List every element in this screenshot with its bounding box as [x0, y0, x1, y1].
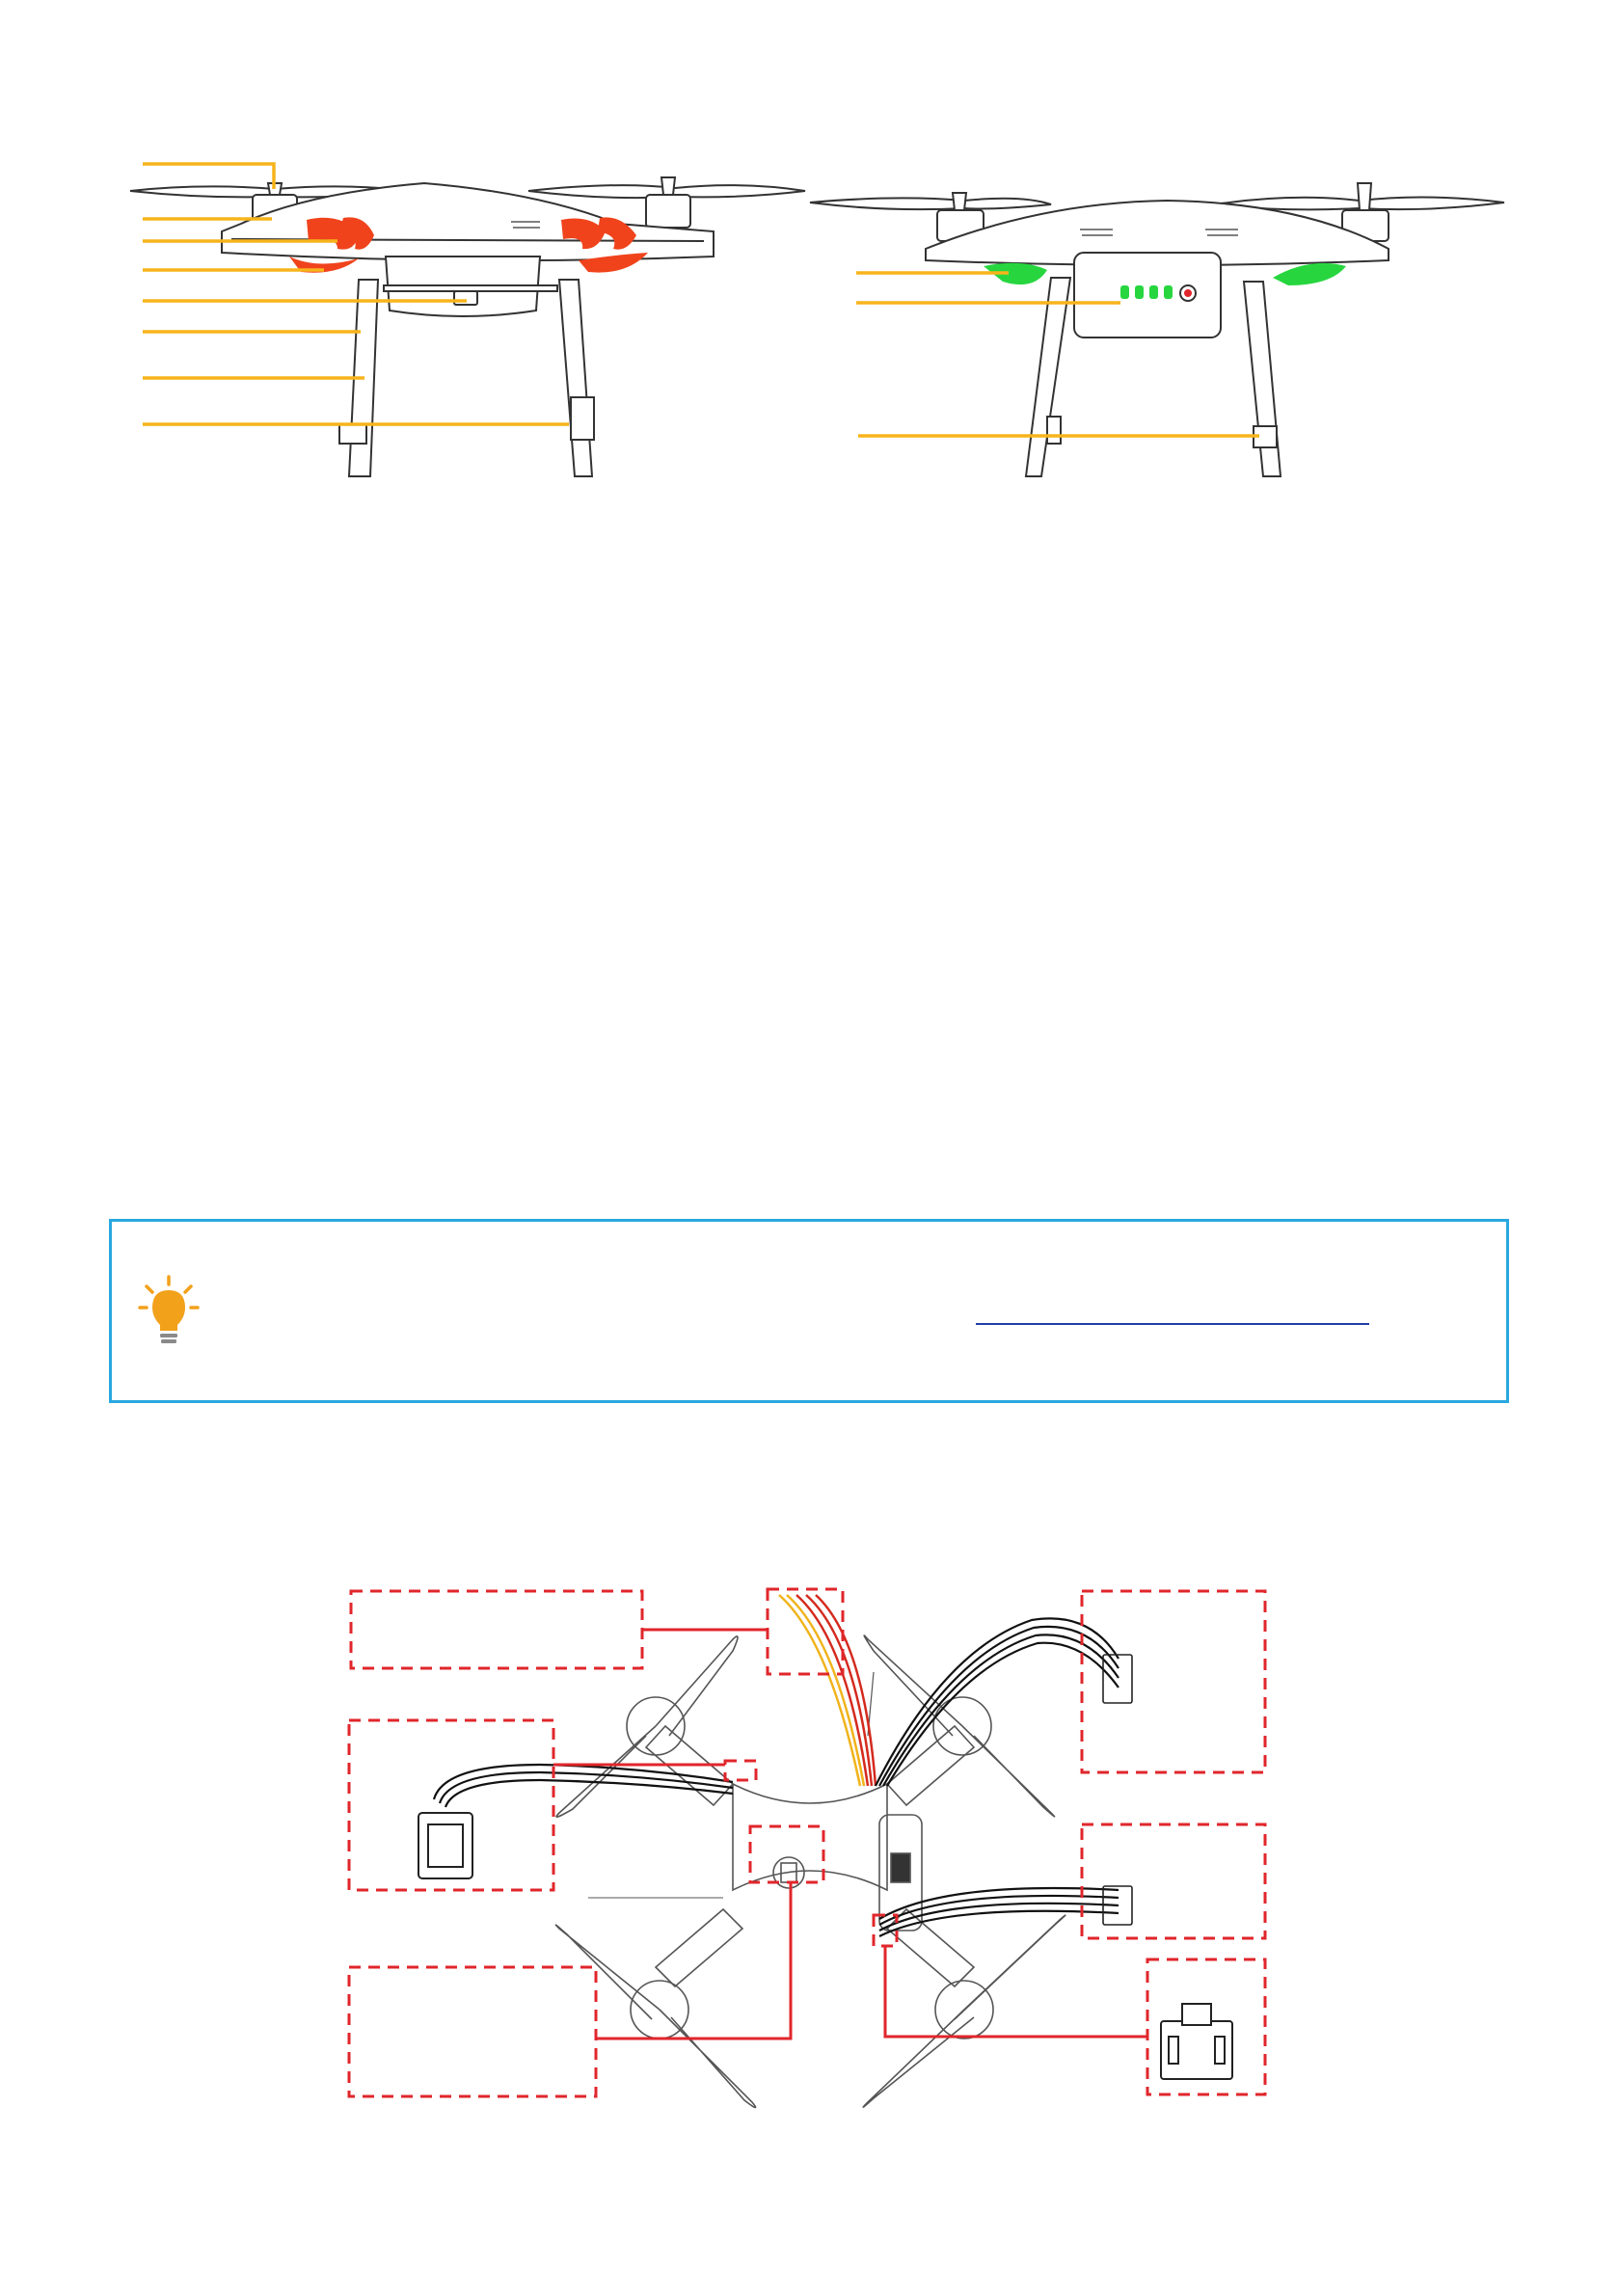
- wiring-harness: [434, 1595, 1119, 1936]
- callout-box-center: [750, 1826, 823, 1882]
- callout-connectors: [553, 1630, 1147, 2039]
- callout-box-right: [1082, 1824, 1265, 1938]
- connector-top-right-icon: [1103, 1655, 1132, 1703]
- gps-module-icon: [418, 1813, 472, 1878]
- callout-box-bottom-left: [349, 1967, 596, 2096]
- callout-box-top-left: [351, 1591, 642, 1668]
- callout-boxes: [349, 1589, 1265, 2096]
- receiver-module-icon: [1161, 2004, 1232, 2079]
- callout-box-esc-left: [725, 1761, 756, 1780]
- callout-box-top-right: [1082, 1591, 1265, 1772]
